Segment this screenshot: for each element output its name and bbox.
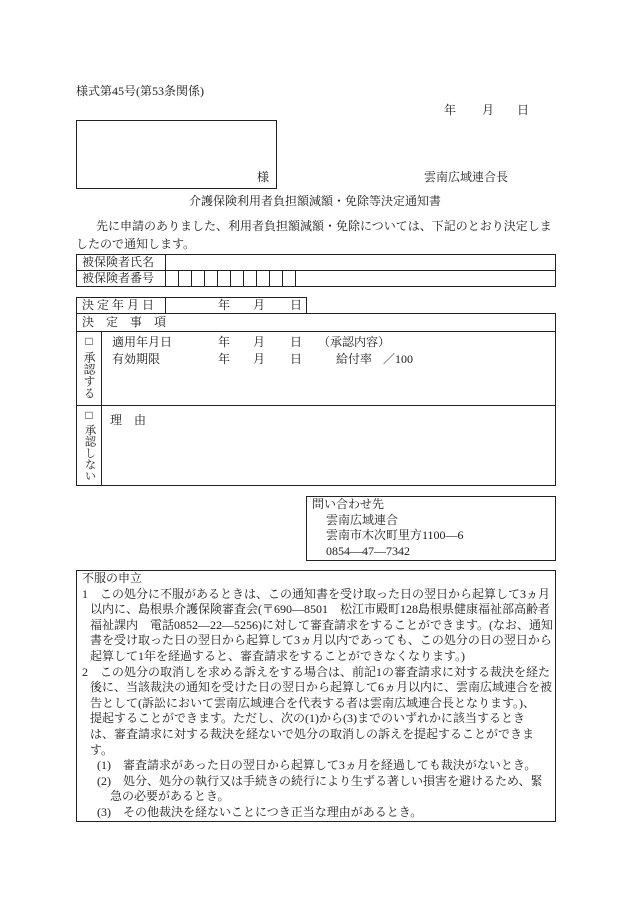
recipient-address-box[interactable] — [76, 120, 277, 189]
objection-item1-line: 以内に、島根県介護保険審査会(〒690―8501 松江市殿町128島根県健康福祉部高齢者 — [90, 602, 550, 617]
decision-date-day: 日 — [290, 298, 303, 312]
recipient-honorific: 様 — [256, 170, 269, 184]
objection-sub2-line: 急の必要があるとき。 — [110, 789, 230, 804]
insured-number-row — [77, 270, 555, 286]
objection-box — [76, 570, 556, 822]
valid-period-month: 月 — [253, 352, 266, 366]
reason-label: 理 由 — [110, 413, 147, 427]
insured-number-digit-box[interactable] — [231, 271, 244, 286]
decision-date-label: 決 定 年 月 日 — [77, 298, 166, 313]
insured-number-digit-box[interactable] — [283, 271, 296, 286]
insured-number-digit-box[interactable] — [218, 271, 231, 286]
apply-date-month: 月 — [253, 335, 266, 349]
insured-number-digit-box[interactable] — [192, 271, 205, 286]
objection-item2-line: 後に、当該裁決の通知を受けた日の翌日から起算して6ヵ月以内に、雲南広域連合を被 — [90, 680, 553, 695]
apply-date-day: 日 — [290, 335, 303, 349]
objection-item2-line: 告として(訴訟において雲南広域連合を代表する者は雲南広域連合長となります。)、 — [90, 695, 536, 710]
contact-address: 雲南市木次町里方1100―6 — [326, 528, 464, 542]
benefit-rate-unit: ／100 — [383, 352, 414, 366]
approve-checkbox[interactable]: □ — [85, 334, 93, 348]
document-title: 介護保険利用者負担額減額・免除等決定通知書 — [188, 194, 441, 208]
approve-label: 承認する — [82, 351, 96, 399]
insured-number-digit-box[interactable] — [205, 271, 218, 286]
apply-date-year: 年 — [218, 335, 231, 349]
insured-name-row — [77, 255, 555, 270]
insured-table — [76, 254, 556, 287]
insured-number-digit-box[interactable] — [244, 271, 257, 286]
objection-sub1-line: (1) 審査請求があった日の翌日から起算して3ヵ月を経過しても裁決がないとき。 — [97, 758, 537, 773]
benefit-rate-label: 給付率 — [336, 352, 373, 366]
form-number: 様式第45号(第53条関係) — [76, 84, 204, 98]
contact-phone: 0854―47―7342 — [326, 543, 410, 558]
decision-date-row — [76, 297, 307, 314]
reject-row — [77, 406, 555, 485]
insured-number-boxes — [166, 271, 296, 286]
objection-item2-line: す。 — [90, 742, 114, 757]
contact-org: 雲南広域連合 — [326, 512, 399, 527]
approve-content — [102, 332, 555, 405]
valid-period-day: 日 — [290, 352, 303, 366]
insured-number-digit-box[interactable] — [179, 271, 192, 286]
intro-line: 先に申請のありました、利用者負担額減額・免除については、下記のとおり決定しま — [96, 219, 552, 233]
contact-box — [306, 496, 556, 561]
insured-name-field[interactable] — [166, 255, 555, 270]
insured-number-label: 被保険者番号 — [77, 271, 166, 286]
objection-item1-line: 起算して1年を経過すると、審査請求をすることができなくなります。) — [90, 648, 466, 663]
intro-line: したので通知します。 — [76, 237, 196, 251]
objection-sub2-line: (2) 処分、処分の執行又は手続きの続行により生ずる著しい損害を避けるため、緊 — [97, 773, 543, 788]
objection-item1-line: 福祉課内 電話0852―22―5256)に対して審査請求をすることができます。(なお、通知 — [90, 617, 554, 632]
issue-date-month: 月 — [482, 103, 495, 117]
issue-date-year: 年 — [444, 103, 457, 117]
apply-date-label: 適用年月日 — [112, 335, 173, 349]
insured-number-digit-box[interactable] — [166, 271, 179, 286]
issuer-name: 雲南広域連合長 — [424, 170, 509, 184]
approve-side — [77, 332, 102, 405]
reject-label: 承認しない — [83, 424, 96, 482]
decision-date-year: 年 — [218, 298, 231, 312]
objection-item2-line: 提起することができます。ただし、次の(1)から(3)までのいずれかに該当するとき — [90, 711, 526, 726]
approve-row — [77, 332, 555, 406]
objection-heading: 不服の申立 — [82, 571, 143, 585]
decision-table — [76, 313, 556, 486]
decision-date-field[interactable] — [166, 298, 306, 313]
objection-item1-line: 1 この処分に不服があるときは、この通知書を受け取った日の翌日から起算して3ヵ月 — [82, 586, 551, 601]
reject-content[interactable] — [102, 406, 555, 485]
insured-number-digit-box[interactable] — [257, 271, 270, 286]
valid-period-year: 年 — [218, 352, 231, 366]
insured-name-label: 被保険者氏名 — [77, 255, 166, 270]
approval-content-label: （承認内容） — [318, 335, 391, 349]
reject-checkbox[interactable]: □ — [85, 408, 93, 422]
issue-date-day: 日 — [517, 103, 530, 117]
insured-number-digit-box[interactable] — [270, 271, 283, 286]
reject-side — [77, 406, 102, 485]
valid-period-label: 有効期限 — [112, 352, 161, 366]
insured-number-blank — [296, 271, 555, 286]
objection-item1-line: 書を受け取った日の翌日から起算して3ヵ月以内であっても、この処分の日の翌日から — [90, 633, 552, 648]
objection-sub3-line: (3) その他裁決を経ないことにつき正当な理由があるとき。 — [97, 804, 423, 819]
decision-matters-label: 決 定 事 項 — [77, 314, 555, 332]
decision-date-month: 月 — [253, 298, 266, 312]
objection-item2-line: は、審査請求に対する裁決を経ないで処分の取消しの訴えを提起することができま — [90, 726, 535, 741]
objection-item2-line: 2 この処分の取消しを求める訴えをする場合は、前記1の審査請求に対する裁決を経た — [82, 664, 551, 679]
contact-heading: 問い合わせ先 — [312, 497, 385, 511]
